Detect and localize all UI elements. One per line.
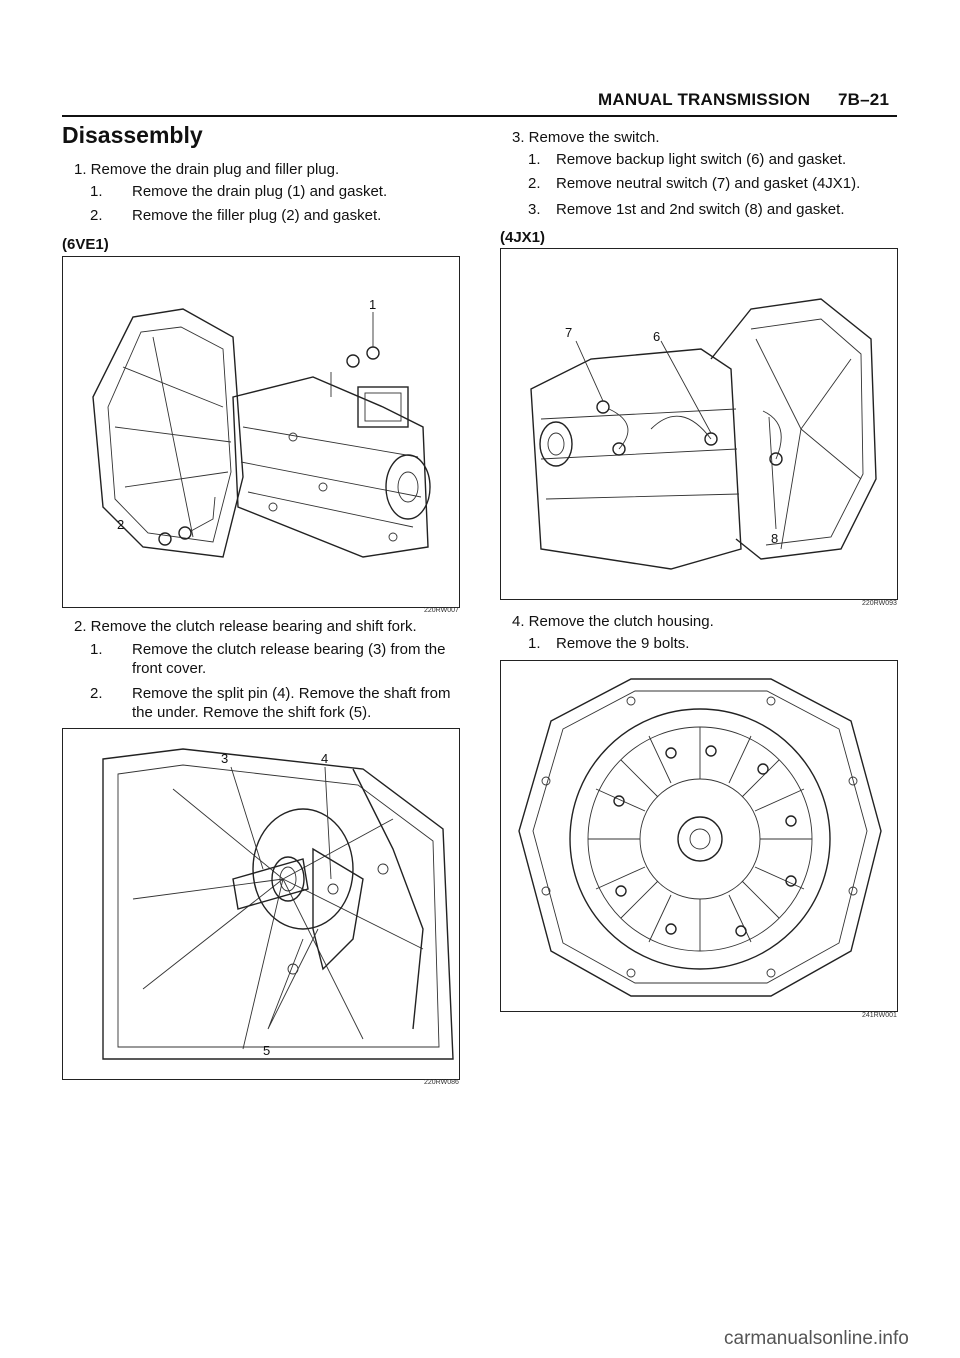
step-4-sub-1 bbox=[528, 634, 908, 654]
page-title: Disassembly bbox=[62, 122, 203, 148]
figure-transmission-6ve1 bbox=[62, 256, 460, 608]
sub-text: Remove the filler plug (2) and gasket. bbox=[132, 207, 382, 224]
sub-text: Remove backup light switch (6) and gasket. bbox=[556, 151, 847, 168]
figure-release-bearing bbox=[62, 728, 460, 1080]
callout-7: 7 bbox=[565, 325, 573, 340]
step-4-label: 4. Remove the clutch housing. bbox=[512, 613, 714, 630]
variant-label-4jx1: (4JX1) bbox=[500, 229, 546, 246]
sub-text: Remove neutral switch (7) and gasket (4JX1). bbox=[556, 175, 861, 192]
step-2-sub-1 bbox=[90, 640, 470, 680]
callout-6: 6 bbox=[653, 329, 661, 344]
sub-text: Remove 1st and 2nd switch (8) and gasket. bbox=[556, 201, 845, 218]
sub-number: 2. bbox=[90, 685, 103, 702]
variant-label-6ve1: (6VE1) bbox=[62, 236, 109, 253]
callout-5: 5 bbox=[263, 1043, 271, 1058]
callout-3: 3 bbox=[221, 751, 229, 766]
step-3-sub-1 bbox=[528, 150, 908, 170]
watermark: carmanualsonline.info bbox=[724, 1328, 909, 1349]
callout-8: 8 bbox=[771, 531, 779, 546]
step-3-sub-2 bbox=[528, 174, 908, 194]
page-number: 7B–21 bbox=[838, 90, 890, 109]
step-1-sub-2 bbox=[90, 206, 470, 226]
sub-number: 1. bbox=[90, 183, 103, 200]
sub-text-line1: Remove the clutch release bearing (3) from the bbox=[132, 641, 446, 658]
figure-switches-4jx1 bbox=[500, 248, 898, 600]
figure-code: 220RW007 bbox=[424, 607, 459, 614]
figure-clutch-housing bbox=[500, 660, 898, 1012]
section-title: MANUAL TRANSMISSION bbox=[598, 90, 811, 109]
sub-text-line2: front cover. bbox=[132, 660, 207, 677]
callout-2: 2 bbox=[117, 517, 125, 532]
step-3-sub-3 bbox=[528, 200, 908, 220]
callout-1: 1 bbox=[369, 297, 377, 312]
transmission-drawing bbox=[63, 257, 459, 607]
sub-text: Remove the 9 bolts. bbox=[556, 635, 690, 652]
sub-number: 3. bbox=[528, 201, 541, 218]
sub-text-line2: the under. Remove the shift fork (5). bbox=[132, 704, 372, 721]
figure-code: 220RW093 bbox=[862, 600, 897, 607]
step-2-sub-2 bbox=[90, 684, 470, 724]
clutch-housing-drawing bbox=[501, 661, 897, 1011]
sub-text: Remove the drain plug (1) and gasket. bbox=[132, 183, 388, 200]
sub-text-line1: Remove the split pin (4). Remove the shaft from bbox=[132, 685, 451, 702]
sub-number: 2. bbox=[90, 207, 103, 224]
figure-code: 220RW086 bbox=[424, 1079, 459, 1086]
sub-number: 1. bbox=[528, 151, 541, 168]
figure-code: 241RW001 bbox=[862, 1012, 897, 1019]
header-rule bbox=[62, 115, 897, 117]
sub-number: 1. bbox=[90, 641, 103, 658]
sub-number: 1. bbox=[528, 635, 541, 652]
step-1-sub-1 bbox=[90, 182, 470, 202]
step-3-label: 3. Remove the switch. bbox=[512, 129, 660, 146]
switch-locations-drawing bbox=[501, 249, 897, 599]
step-2-label: 2. Remove the clutch release bearing and shift fork. bbox=[74, 618, 417, 635]
sub-number: 2. bbox=[528, 175, 541, 192]
step-1-label: 1. Remove the drain plug and filler plug. bbox=[74, 161, 340, 178]
release-bearing-drawing bbox=[63, 729, 459, 1079]
callout-4: 4 bbox=[321, 751, 329, 766]
